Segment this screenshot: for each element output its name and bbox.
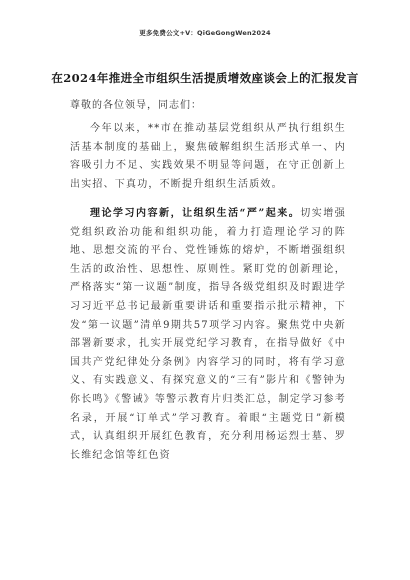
paragraph-intro [70,120,346,194]
paragraph-text: 今年以来，**市在推动基层党组织从严执行组织生活基本制度的基础上，聚焦破解组织生活形式单一、内容吸引力不足、实践效果不明显等问题，在守正创新上出实招、下真功，不断提升组织生活质效。 [70,123,346,190]
paragraph-text: 切实增强党组织政治功能和组织功能，着力打造理论学习的阵地、思想交流的平台、党性锤炼的熔炉，不断增强组织生活的政治性、思想性、原则性。紧盯党的创新理论，严格落实“第一议题”制度，指导各级党组织及时跟进学习习近平总书记最新重要讲话和重要指示批示精神，下发“第一议题”清单9期共57项学习内容。聚焦党中央新部署新要求，扎实开展党纪学习教育，在指导做好《中国共产党纪律处分条例》内容学习的同时，将有学习意义、有实践意义、有探究意义的“三有”影片和《警钟为你长鸣》《警诫》等警示教育片归类汇总，制定学习参考名录，开展“订单式”学习教育。着眼“主题党日”新模式，认真组织开展红色教育，充分利用杨运烈士墓、罗长维纪念馆等红色资 [70,208,346,461]
header-note: 更多免费公文+V：QiGeGongWen2024 [139,29,271,37]
document-title: 在2024年推进全市组织生活提质增效座谈会上的汇报发言 [51,71,359,85]
paragraph-heading: 理论学习内容新，让组织生活“严”起来。 [90,208,301,219]
paragraph-theory-study [70,205,346,465]
salutation: 尊敬的各位领导，同志们： [70,100,202,111]
